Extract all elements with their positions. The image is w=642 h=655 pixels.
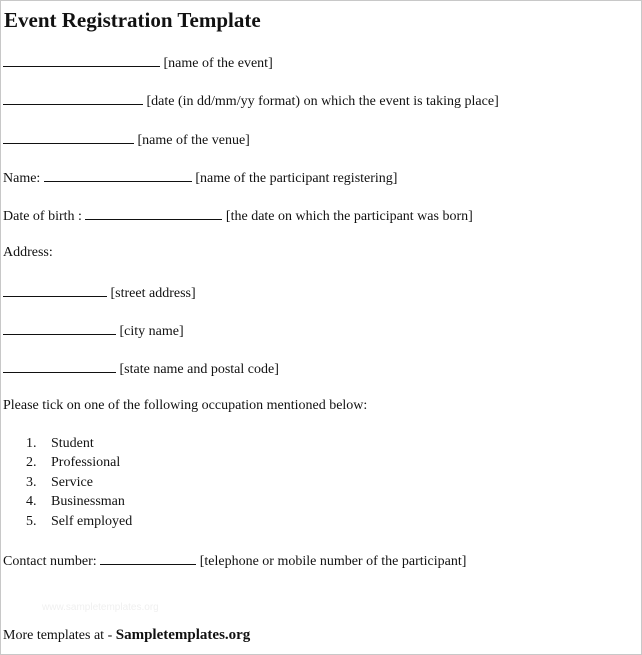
event-date-line: [3, 91, 499, 111]
list-item-number: 4.: [26, 494, 37, 510]
event-date-blank[interactable]: [3, 91, 143, 105]
list-item-number: 5.: [26, 513, 37, 529]
list-item-number: 3.: [26, 474, 37, 490]
state-blank[interactable]: [3, 359, 116, 373]
contact-blank[interactable]: [100, 551, 196, 565]
list-item-label: Professional: [51, 455, 121, 471]
list-item-label: Student: [51, 436, 94, 451]
street-blank[interactable]: [3, 283, 107, 297]
dob-hint: [the date on which the participant was born]: [225, 209, 473, 224]
venue-blank[interactable]: [3, 130, 134, 144]
name-hint: [name of the participant registering]: [195, 171, 398, 186]
city-line: [3, 321, 184, 341]
footer: [3, 626, 250, 645]
dob-blank[interactable]: [85, 206, 222, 220]
city-blank[interactable]: [3, 321, 116, 335]
contact-line: [3, 551, 466, 571]
address-label: Address:: [3, 245, 53, 260]
footer-site-link[interactable]: Sampletemplates.org: [115, 627, 251, 643]
list-item-label: Self employed: [51, 513, 133, 529]
event-name-blank[interactable]: [3, 53, 160, 67]
venue-hint: [name of the venue]: [137, 133, 250, 148]
list-item-label: Businessman: [51, 494, 125, 510]
street-line: [3, 283, 196, 303]
city-hint: [city name]: [119, 324, 184, 339]
contact-hint: [telephone or mobile number of the participant]: [199, 554, 467, 569]
event-date-hint: [date (in dd/mm/yy format) on which the event is taking place]: [146, 94, 499, 109]
dob-label: Date of birth :: [3, 209, 82, 224]
page-title: Event Registration Template: [4, 8, 261, 32]
name-label: Name:: [3, 171, 41, 186]
venue-line: [3, 130, 250, 150]
list-item-label: Service: [51, 474, 93, 490]
occupation-prompt: Please tick on one of the following occupation mentioned below:: [3, 398, 368, 413]
state-hint: [state name and postal code]: [119, 362, 279, 377]
footer-prefix: More templates at -: [3, 628, 116, 643]
event-name-line: [3, 53, 273, 73]
contact-label: Contact number:: [3, 554, 97, 569]
list-item-number: 1.: [26, 436, 37, 451]
event-name-hint: [name of the event]: [163, 56, 273, 71]
state-line: [3, 359, 279, 379]
name-line: [3, 168, 397, 188]
dob-line: [3, 206, 473, 226]
list-item-number: 2.: [26, 455, 37, 471]
watermark: www.sampletemplates.org: [42, 602, 159, 613]
name-blank[interactable]: [44, 168, 192, 182]
street-hint: [street address]: [110, 286, 196, 301]
